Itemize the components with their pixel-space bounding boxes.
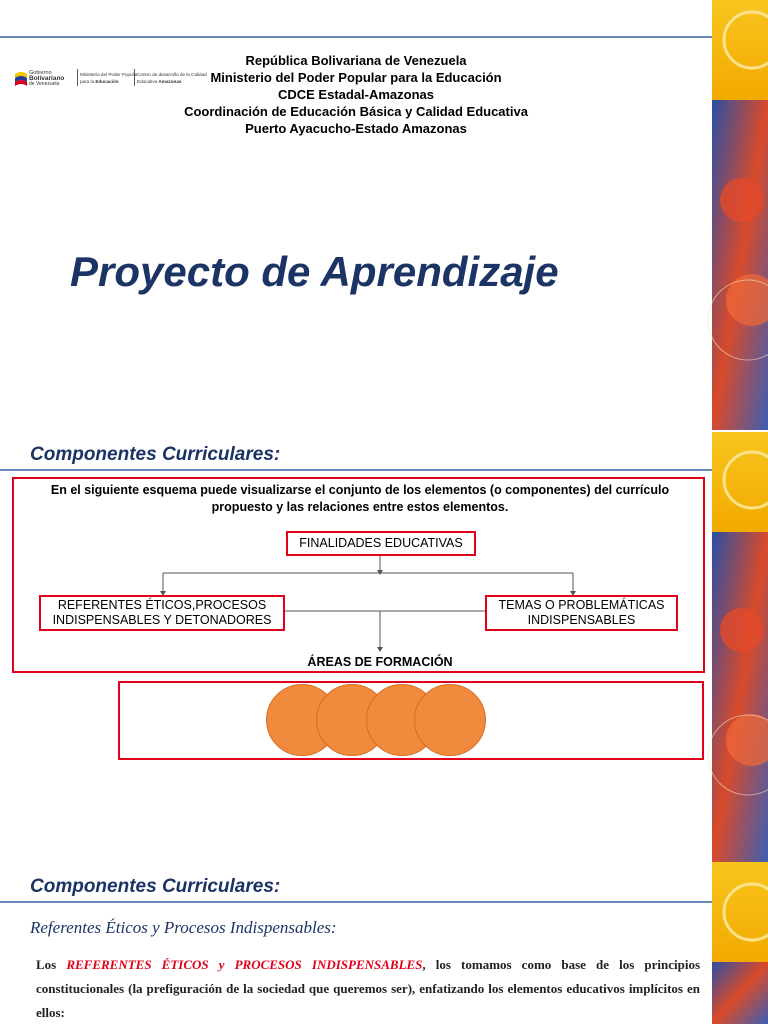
header-line: Puerto Ayacucho-Estado Amazonas xyxy=(245,121,467,136)
body-paragraph: Los REFERENTES ÉTICOS y PROCESOS INDISPENSABLES, los tomamos como base de los principios constitucionales (la prefiguración de la sociedad que queremos ser), enfatizando los elementos educativos implícitos en ellos: xyxy=(36,957,700,1020)
svg-text:para la Educación: para la Educación xyxy=(80,79,119,84)
svg-text:Gobierno: Gobierno xyxy=(29,70,52,76)
svg-text:Ministerio del Poder Popular: Ministerio del Poder Popular xyxy=(80,72,138,77)
svg-text:de Venezuela: de Venezuela xyxy=(29,81,60,87)
decorative-side-strip xyxy=(712,0,768,1024)
svg-text:Centro de desarrollo de la Cal: Centro de desarrollo de la Calidad xyxy=(137,72,207,77)
node-areas: ÁREAS DE FORMACIÓN xyxy=(307,655,453,669)
diagram-intro-text: En el siguiente esquema puede visualizarse el conjunto de los elementos (o componentes) del currículo propuesto y las relaciones entre estos elementos. xyxy=(50,483,670,514)
area-circle xyxy=(414,684,486,756)
section-title: Componentes Curriculares: xyxy=(30,444,281,465)
section-subtitle: Referentes Éticos y Procesos Indispensables: xyxy=(30,918,337,937)
arrow-icon xyxy=(377,647,383,652)
header-line: Ministerio del Poder Popular para la Educación xyxy=(210,70,502,85)
node-referentes: REFERENTES ÉTICOS,PROCESOS INDISPENSABLES Y DETONADORES xyxy=(39,595,285,631)
header-line: República Bolivariana de Venezuela xyxy=(245,53,467,68)
svg-text:Educativa Amazonas: Educativa Amazonas xyxy=(137,79,182,84)
main-title: Proyecto de Aprendizaje xyxy=(70,248,559,295)
node-temas: TEMAS O PROBLEMÁTICAS INDISPENSABLES xyxy=(485,595,678,631)
section-rule-2 xyxy=(0,901,712,903)
svg-text:Bolivariano: Bolivariano xyxy=(29,75,65,82)
header-line: CDCE Estadal-Amazonas xyxy=(277,87,435,102)
section-title-2: Componentes Curriculares: xyxy=(30,876,281,897)
header-line: Coordinación de Educación Básica y Calidad Educativa xyxy=(184,104,528,119)
areas-circles xyxy=(266,684,486,756)
decorative-pattern xyxy=(712,0,768,1024)
node-finalidades: FINALIDADES EDUCATIVAS xyxy=(286,531,476,556)
highlight-text: REFERENTES ÉTICOS y PROCESOS INDISPENSABLES xyxy=(66,957,423,972)
